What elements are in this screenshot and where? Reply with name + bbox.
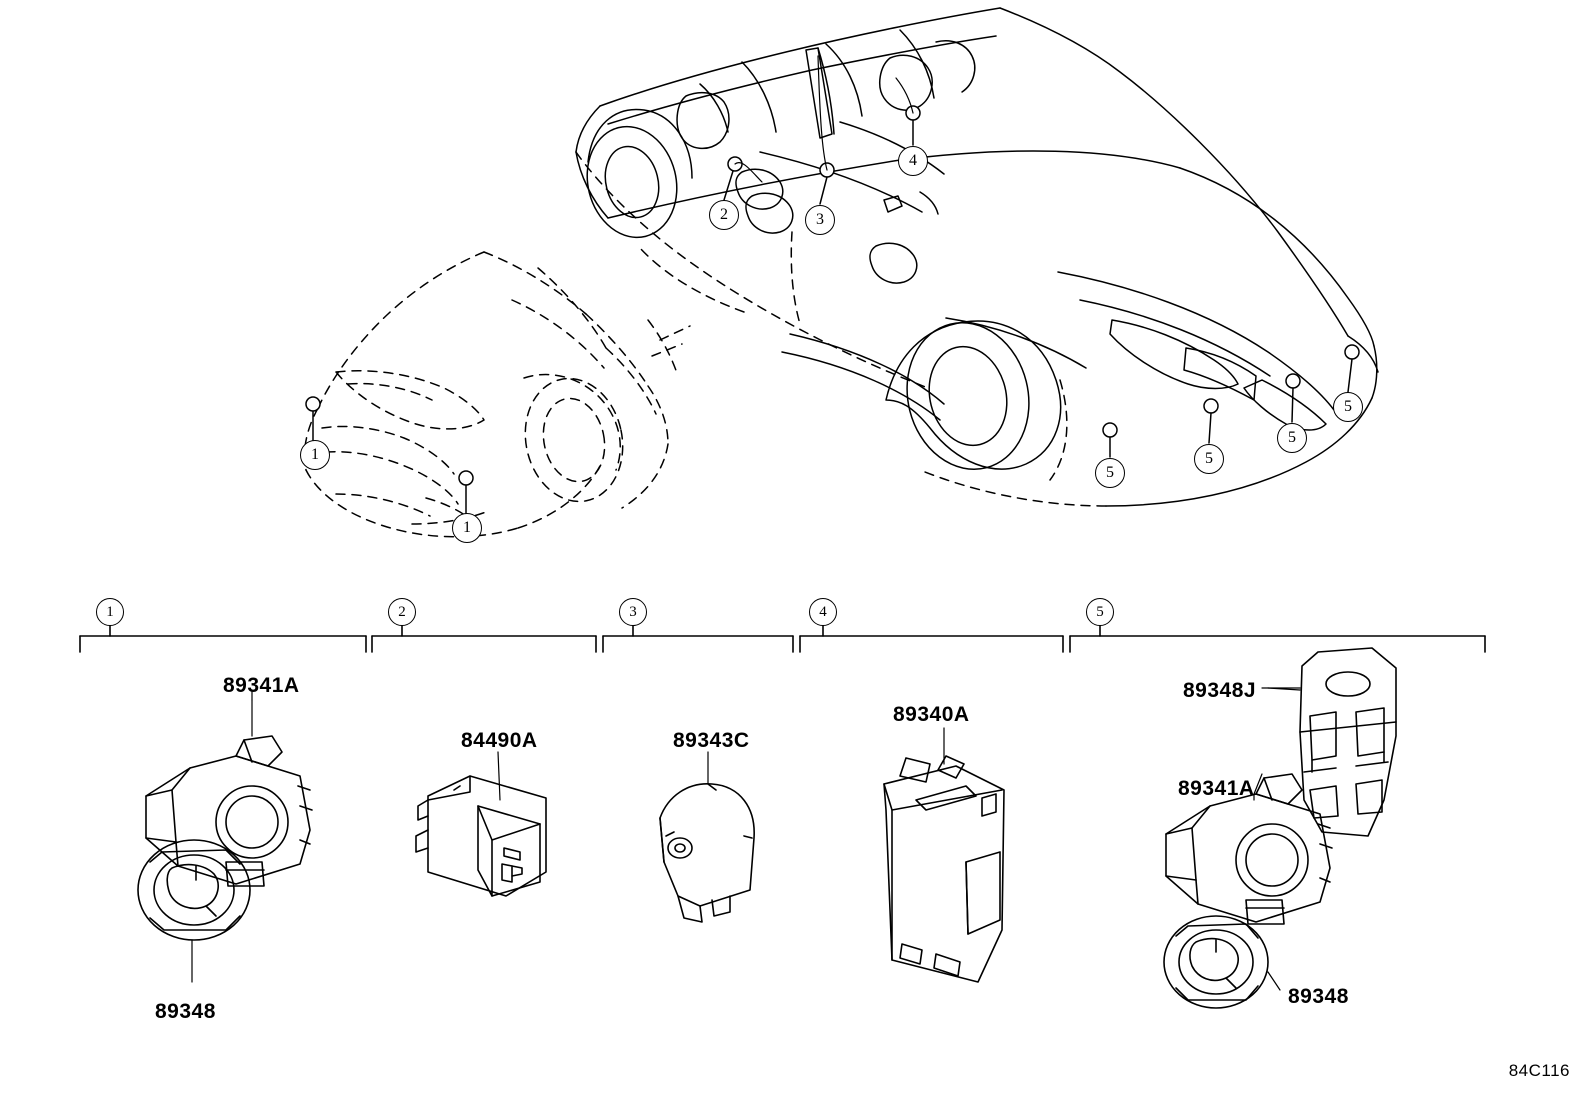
group-number-label: 5 bbox=[1096, 603, 1104, 620]
part-label-89341A-group1: 89341A bbox=[223, 674, 300, 697]
vehicle-callout-5-rear-a bbox=[1095, 458, 1125, 488]
group-number-label: 1 bbox=[106, 603, 114, 620]
group-number-4 bbox=[809, 598, 837, 626]
callout-number: 5 bbox=[1344, 398, 1352, 415]
callout-number: 2 bbox=[720, 206, 728, 223]
vehicle-callout-5-rear-c bbox=[1277, 423, 1307, 453]
vehicle-callout-4-ecu bbox=[898, 146, 928, 176]
vehicle-callout-5-rear-b bbox=[1194, 444, 1224, 474]
part-label-89348J: 89348J bbox=[1183, 679, 1257, 702]
part-label-89343C: 89343C bbox=[673, 729, 750, 752]
part-label-89348-group1: 89348 bbox=[155, 1000, 216, 1023]
part-label-89348-group5: 89348 bbox=[1288, 985, 1349, 1008]
group-number-1 bbox=[96, 598, 124, 626]
callout-number: 1 bbox=[311, 446, 319, 463]
part-label-89341A-group5: 89341A bbox=[1178, 777, 1255, 800]
callout-number: 5 bbox=[1205, 450, 1213, 467]
vehicle-callout-3-pillar bbox=[805, 205, 835, 235]
diagram-code: 84C116 bbox=[1508, 1061, 1570, 1080]
part-label-89340A: 89340A bbox=[893, 703, 970, 726]
vehicle-callout-1-front-right bbox=[452, 513, 482, 543]
callout-number: 1 bbox=[463, 519, 471, 536]
group-number-3 bbox=[619, 598, 647, 626]
group-number-2 bbox=[388, 598, 416, 626]
callout-number: 4 bbox=[909, 152, 917, 169]
vehicle-callout-2-door bbox=[709, 200, 739, 230]
vehicle-callout-1-front-left bbox=[300, 440, 330, 470]
part-label-84490A: 84490A bbox=[461, 729, 538, 752]
group-number-label: 2 bbox=[398, 603, 406, 620]
vehicle-callout-5-rear-d bbox=[1333, 392, 1363, 422]
callout-number: 5 bbox=[1288, 429, 1296, 446]
callout-number: 5 bbox=[1106, 464, 1114, 481]
callout-number: 3 bbox=[816, 211, 824, 228]
group-number-label: 3 bbox=[629, 603, 637, 620]
group-number-label: 4 bbox=[819, 603, 827, 620]
group-number-5 bbox=[1086, 598, 1114, 626]
